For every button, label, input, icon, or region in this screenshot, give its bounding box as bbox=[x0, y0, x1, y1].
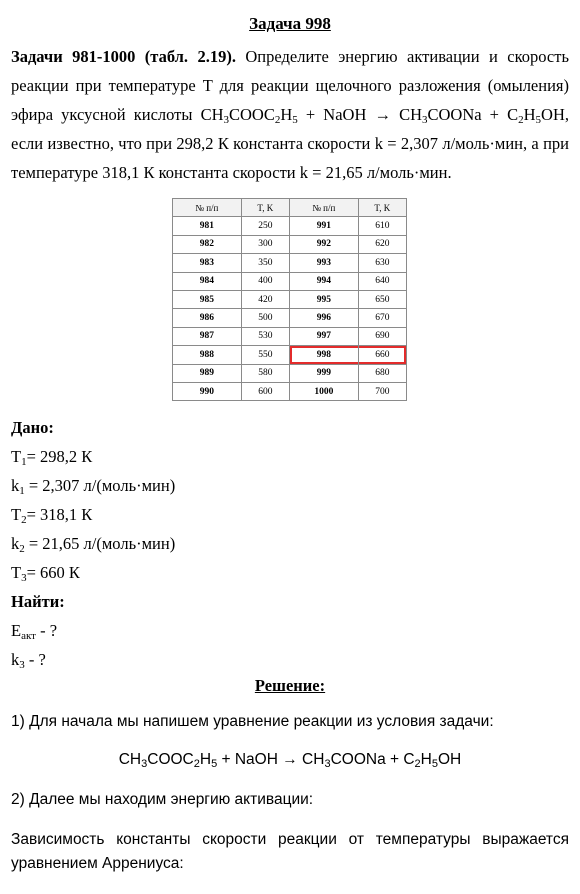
task-number-cell: 999 bbox=[289, 364, 358, 382]
temperature-cell: 670 bbox=[358, 309, 406, 327]
task-lead: Задачи 981-1000 (табл. 2.19). bbox=[11, 47, 236, 66]
reaction-equation bbox=[0, 751, 580, 769]
subscript: 5 bbox=[431, 758, 438, 770]
solution-step-1: 1) Для начала мы напишем уравнение реакции из условия задачи: bbox=[11, 713, 494, 730]
subscript: 1 bbox=[19, 485, 25, 497]
given-t1 bbox=[11, 447, 92, 467]
temperature-cell: 660 bbox=[358, 346, 406, 364]
temperature-cell: 530 bbox=[241, 327, 289, 345]
task-number-cell: 987 bbox=[173, 327, 242, 345]
table-row bbox=[173, 364, 407, 382]
task-number-cell: 997 bbox=[289, 327, 358, 345]
temperature-cell: 620 bbox=[358, 235, 406, 253]
table-row bbox=[173, 217, 407, 235]
temperature-cell: 500 bbox=[241, 309, 289, 327]
column-header: № п/п bbox=[289, 199, 358, 217]
task-number-cell: 998 bbox=[289, 346, 358, 364]
subscript: 2 bbox=[21, 514, 27, 526]
task-number-cell: 991 bbox=[289, 217, 358, 235]
subscript: 1 bbox=[21, 456, 27, 468]
arrhenius-text: Зависимость константы скорости реакции от температуры выражается уравнением Аррениуса: bbox=[11, 831, 569, 872]
column-header: T, K bbox=[241, 199, 289, 217]
task-text-part: H bbox=[523, 105, 536, 124]
temperature-cell: 580 bbox=[241, 364, 289, 382]
temperature-cell: 610 bbox=[358, 217, 406, 235]
task-number-cell: 995 bbox=[289, 290, 358, 308]
subscript: 3 bbox=[324, 758, 331, 770]
subscript: 2 bbox=[274, 114, 281, 126]
task-text-part: COONa + C bbox=[427, 105, 519, 124]
column-header: № п/п bbox=[173, 199, 242, 217]
value: - ? bbox=[24, 650, 46, 669]
subscript: 3 bbox=[19, 659, 25, 671]
task-text bbox=[11, 42, 569, 187]
symbol: T bbox=[11, 563, 22, 582]
subscript: 2 bbox=[193, 758, 200, 770]
eq-part: COOC bbox=[147, 751, 194, 768]
temperature-cell: 680 bbox=[358, 364, 406, 382]
task-text-part: Определите энергию активации и скорость реакции при температуре T для реакции щелочного разложения (омыления) эфира уксусной кислоты CH bbox=[11, 47, 569, 124]
temperature-cell: 690 bbox=[358, 327, 406, 345]
temperature-cell: 400 bbox=[241, 272, 289, 290]
subscript: 2 bbox=[414, 758, 421, 770]
eq-part: H bbox=[199, 751, 212, 768]
given-t3 bbox=[11, 563, 80, 583]
subscript: 3 bbox=[21, 572, 27, 584]
given-k2 bbox=[11, 534, 175, 554]
task-number-cell: 983 bbox=[173, 254, 242, 272]
temperature-cell: 600 bbox=[241, 382, 289, 400]
task-number-cell: 986 bbox=[173, 309, 242, 327]
solution-heading: Решение: bbox=[254, 676, 326, 695]
temperature-cell: 420 bbox=[241, 290, 289, 308]
temperature-table bbox=[172, 198, 407, 401]
symbol: T bbox=[11, 505, 22, 524]
task-number-cell: 996 bbox=[289, 309, 358, 327]
subscript: 2 bbox=[19, 543, 25, 555]
symbol: k bbox=[11, 650, 20, 669]
table-row bbox=[173, 272, 407, 290]
table-row bbox=[173, 235, 407, 253]
task-number-cell: 988 bbox=[173, 346, 242, 364]
table-row bbox=[173, 346, 407, 364]
eq-part: + NaOH → CH bbox=[217, 751, 325, 768]
value: = 21,65 л/(моль·мин) bbox=[24, 534, 176, 553]
find-label: Найти: bbox=[11, 592, 65, 611]
task-number-cell: 985 bbox=[173, 290, 242, 308]
temperature-cell: 350 bbox=[241, 254, 289, 272]
subscript: 5 bbox=[535, 114, 542, 126]
symbol: k bbox=[11, 476, 20, 495]
symbol: k bbox=[11, 534, 20, 553]
subscript: 5 bbox=[292, 114, 298, 126]
task-number-cell: 982 bbox=[173, 235, 242, 253]
table-row bbox=[173, 254, 407, 272]
page-title: Задача 998 bbox=[249, 14, 331, 33]
temperature-cell: 300 bbox=[241, 235, 289, 253]
task-text-part: COOC bbox=[229, 105, 275, 124]
find-k3 bbox=[11, 650, 46, 670]
given-k1 bbox=[11, 476, 175, 496]
temperature-cell: 700 bbox=[358, 382, 406, 400]
task-number-cell: 989 bbox=[173, 364, 242, 382]
find-energy bbox=[11, 621, 57, 641]
temperature-cell: 640 bbox=[358, 272, 406, 290]
given-t2 bbox=[11, 505, 92, 525]
task-text-part: + NaOH → CH bbox=[297, 105, 422, 124]
subscript: 2 bbox=[518, 114, 524, 126]
table-row bbox=[173, 309, 407, 327]
subscript: акт bbox=[21, 630, 36, 642]
task-number-cell: 992 bbox=[289, 235, 358, 253]
symbol: T bbox=[11, 447, 22, 466]
eq-part: OH bbox=[438, 751, 462, 768]
temperature-cell: 550 bbox=[241, 346, 289, 364]
value: = 2,307 л/(моль·мин) bbox=[24, 476, 176, 495]
task-number-cell: 990 bbox=[173, 382, 242, 400]
eq-part: COONa + C bbox=[330, 751, 415, 768]
table-row bbox=[173, 327, 407, 345]
subscript: 5 bbox=[211, 758, 218, 770]
value: - ? bbox=[35, 621, 58, 640]
table-row bbox=[173, 382, 407, 400]
task-number-cell: 994 bbox=[289, 272, 358, 290]
value: = 660 К bbox=[26, 563, 80, 582]
task-number-cell: 981 bbox=[173, 217, 242, 235]
task-number-cell: 993 bbox=[289, 254, 358, 272]
subscript: 3 bbox=[223, 114, 229, 126]
eq-part: CH bbox=[118, 751, 142, 768]
column-header: T, K bbox=[358, 199, 406, 217]
task-number-cell: 1000 bbox=[289, 382, 358, 400]
value: = 318,1 К bbox=[26, 505, 93, 524]
task-text-part: OH, если известно, что при 298,2 К константа скорости k = 2,307 л/моль·мин, а при температуре 318,1 К константа скорости k = 21,65 л/моль·мин. bbox=[11, 105, 569, 182]
solution-step-2: 2) Далее мы находим энергию активации: bbox=[11, 791, 314, 808]
subscript: 3 bbox=[141, 758, 148, 770]
table-header-row bbox=[173, 199, 407, 217]
temperature-cell: 250 bbox=[241, 217, 289, 235]
task-number-cell: 984 bbox=[173, 272, 242, 290]
temperature-cell: 650 bbox=[358, 290, 406, 308]
symbol: E bbox=[11, 621, 22, 640]
subscript: 3 bbox=[422, 114, 428, 126]
table-row bbox=[173, 290, 407, 308]
task-text-part: H bbox=[280, 105, 293, 124]
given-label: Дано: bbox=[11, 418, 54, 437]
value: = 298,2 К bbox=[26, 447, 93, 466]
temperature-cell: 630 bbox=[358, 254, 406, 272]
eq-part: H bbox=[420, 751, 432, 768]
